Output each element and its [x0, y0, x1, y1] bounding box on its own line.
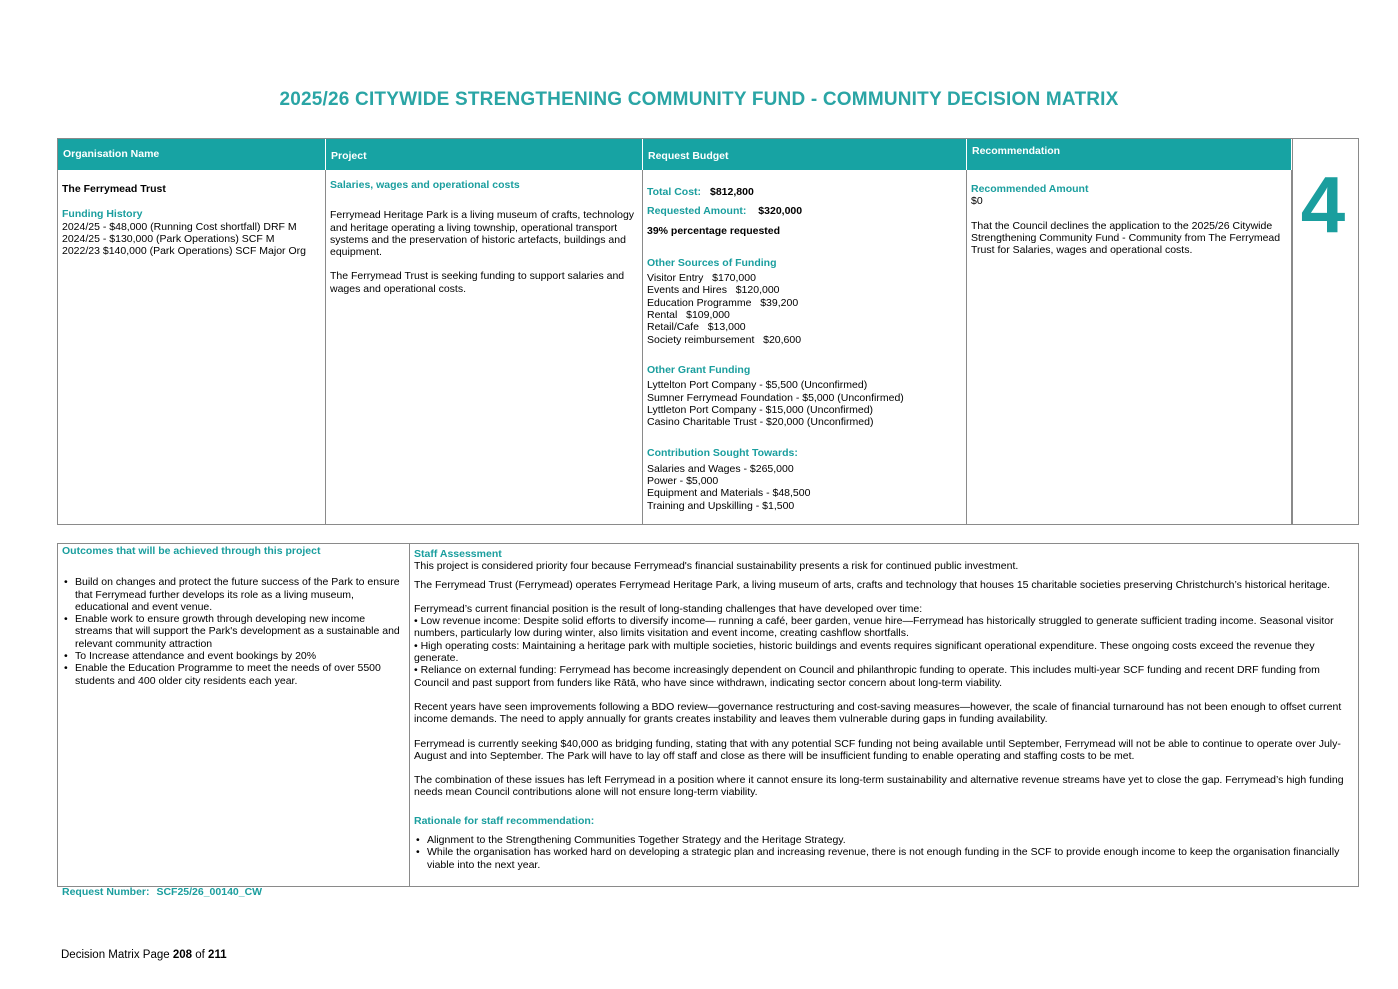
other-source-item: Rental $109,000	[647, 309, 730, 322]
staff-paragraph-bdo: Recent years have seen improvements following a BDO review—governance restructuring and cost-saving measures—however, the scale of financial turnaround has not been enough to offset current income demands. The need to apply annually for grants creates instability and leaves them vulnerable during gaps in funding availability.	[414, 700, 1342, 726]
rationale-item: • While the organisation has worked hard on developing a strategic plan and increasing revenue, there is not enough funding in the SCF to provide enough income to keep the organisation financially viable into the next year.	[414, 846, 1354, 871]
priority-column	[1292, 139, 1358, 524]
staff-assessment-label: Staff Assessment	[414, 548, 502, 560]
outcomes-column	[58, 544, 410, 886]
rationale-item: • Alignment to the Strengthening Communities Together Strategy and the Heritage Strategy.	[414, 834, 1354, 846]
outcome-item: • To Increase attendance and event bookings by 20%	[62, 650, 405, 662]
request-number	[62, 886, 262, 898]
page-footer	[61, 948, 227, 962]
project-title: Salaries, wages and operational costs	[330, 179, 520, 191]
requested-amount-label: Requested Amount:	[647, 205, 747, 218]
project-description: Ferrymead Heritage Park is a living museum of crafts, technology and heritage operating a living township, operational transport systems and the preservation of historic artefacts, buildings and equipment.	[330, 209, 635, 259]
request-number-value: SCF25/26_00140_CW	[156, 886, 263, 898]
recommended-amount-value: $0	[971, 195, 983, 208]
staff-challenge-item: • High operating costs: Maintaining a heritage park with multiple societies, historic buildings and events requires significant operational expenditure. These ongoing costs exceed the revenue they generate.	[414, 639, 1315, 665]
footer-page-number: 208	[172, 949, 193, 961]
other-source-item: Society reimbursement $20,600	[647, 333, 802, 346]
contribution-item: Salaries and Wages - $265,000	[647, 462, 794, 475]
decision-matrix-table	[57, 138, 1359, 525]
project-request-text: The Ferrymead Trust is seeking funding to support salaries and wages and operational costs.	[330, 270, 625, 295]
header-recommendation: Recommendation	[967, 139, 1292, 170]
project-column	[326, 170, 643, 524]
contribution-item: Training and Upskilling - $1,500	[647, 499, 795, 512]
organisation-name: The Ferrymead Trust	[62, 183, 166, 195]
footer-total-pages: 211	[208, 949, 227, 961]
recommended-amount-label: Recommended Amount	[971, 183, 1089, 195]
outcome-item: • Build on changes and protect the future success of the Park to ensure that Ferrymead further develops its role as a living museum, educational and event venue.	[62, 576, 405, 613]
staff-position-intro: Ferrymead’s current financial position is the result of long-standing challenges that have developed over time:	[414, 602, 923, 615]
funding-history-item: 2024/25 - $130,000 (Park Operations) SCF M	[62, 232, 275, 245]
staff-challenge-item: • Low revenue income: Despite solid efforts to diversify income— running a café, beer garden, venue hire—Ferrymead has historically struggled to generate sufficient trading income. Seasonal visitor numbers, particularly low during winter, also limits visitation and event income, creating cashflow shortfalls.	[414, 615, 1334, 640]
header-project: Project	[326, 139, 643, 170]
total-cost-value: $812,800	[709, 186, 754, 198]
outcome-item: • Enable the Education Programme to meet the needs of over 5500 students and 400 older city residents each year.	[62, 662, 405, 687]
requested-amount-value: $320,000	[758, 205, 803, 218]
staff-assessment-column	[410, 544, 1358, 886]
percentage-requested: 39% percentage requested	[647, 224, 781, 237]
outcomes-list	[62, 576, 405, 687]
other-sources-label: Other Sources of Funding	[647, 256, 777, 269]
assessment-table	[57, 543, 1359, 887]
other-source-item: Visitor Entry $170,000	[647, 272, 756, 285]
total-cost-label: Total Cost:	[647, 186, 702, 198]
priority-number: 4	[1300, 160, 1346, 249]
rationale-label: Rationale for staff recommendation:	[414, 814, 595, 827]
recommendation-text: That the Council declines the application to the 2025/26 Citywide Strengthening Community Fund - Community from The Ferrymead Trust for Salaries, wages and operational costs.	[971, 219, 1281, 257]
organisation-column	[58, 170, 326, 524]
staff-intro: The Ferrymead Trust (Ferrymead) operates Ferrymead Heritage Park, a living museum of arts, crafts and technology that houses 15 charitable societies preserving Christchurch’s historical heritage.	[414, 578, 1331, 591]
other-grant-item: Sumner Ferrymead Foundation - $5,000 (Unconfirmed)	[647, 391, 904, 404]
recommendation-column	[967, 170, 1292, 524]
funding-history-item: 2022/23 $140,000 (Park Operations) SCF Major Org	[62, 245, 306, 258]
other-grant-item: Lyttelton Port Company - $5,500 (Unconfirmed)	[647, 379, 868, 392]
contribution-item: Equipment and Materials - $48,500	[647, 487, 811, 500]
header-budget: Request Budget	[643, 139, 967, 170]
rationale-list	[414, 834, 1354, 871]
other-grant-item: Lyttleton Port Company - $15,000 (Unconfirmed)	[647, 403, 874, 416]
contribution-item: Power - $5,000	[647, 475, 719, 488]
header-organisation: Organisation Name	[58, 139, 326, 170]
other-source-item: Education Programme $39,200	[647, 296, 799, 309]
outcomes-label: Outcomes that will be achieved through this project	[62, 545, 321, 557]
footer-of: of	[195, 949, 205, 961]
other-grants-label: Other Grant Funding	[647, 363, 751, 376]
total-cost-row	[647, 186, 962, 198]
outcome-item: • Enable work to ensure growth through developing new income streams that will support the Park's development as a sustainable and relevant community attraction	[62, 613, 405, 650]
other-source-item: Retail/Cafe $13,000	[647, 321, 746, 334]
budget-column	[643, 170, 967, 524]
staff-paragraph-bridging: Ferrymead is currently seeking $40,000 as bridging funding, stating that with any potential SCF funding not being available until September, Ferrymead will not be able to continue to operate over July-August and into September. The Park will have to lay off staff and close as there will be insufficient funding to enable operating and staffing costs to be met.	[414, 737, 1341, 762]
requested-amount-row	[647, 205, 962, 217]
request-number-label: Request Number:	[62, 886, 150, 898]
page-title: 2025/26 CITYWIDE STRENGTHENING COMMUNITY FUND - COMMUNITY DECISION MATRIX	[279, 89, 1119, 110]
other-source-item: Events and Hires $120,000	[647, 284, 780, 297]
funding-history-item: 2024/25 - $48,000 (Running Cost shortfall) DRF M	[62, 220, 297, 233]
staff-challenge-item: • Reliance on external funding: Ferrymead has become increasingly dependent on Council and philanthropic funding to operate. This includes multi-year SCF funding and recent DRF funding from Council and past support from funders like Rātā, who have since withdrawn, indicating sector concern about long-term viability.	[414, 664, 1320, 689]
contribution-label: Contribution Sought Towards:	[647, 447, 798, 460]
staff-priority-text: This project is considered priority four because Ferrymead's financial sustainability presents a risk for continued public investment.	[414, 560, 1019, 573]
other-grant-item: Casino Charitable Trust - $20,000 (Unconfirmed)	[647, 416, 874, 429]
staff-paragraph-combination: The combination of these issues has left Ferrymead in a position where it cannot ensure its long-term sustainability and alternative revenue streams have yet to close the gap. Ferrymead’s high funding needs mean Council contributions alone will not ensure long-term viability.	[414, 774, 1344, 799]
funding-history-label: Funding History	[62, 208, 143, 221]
footer-prefix: Decision Matrix Page	[61, 949, 170, 961]
